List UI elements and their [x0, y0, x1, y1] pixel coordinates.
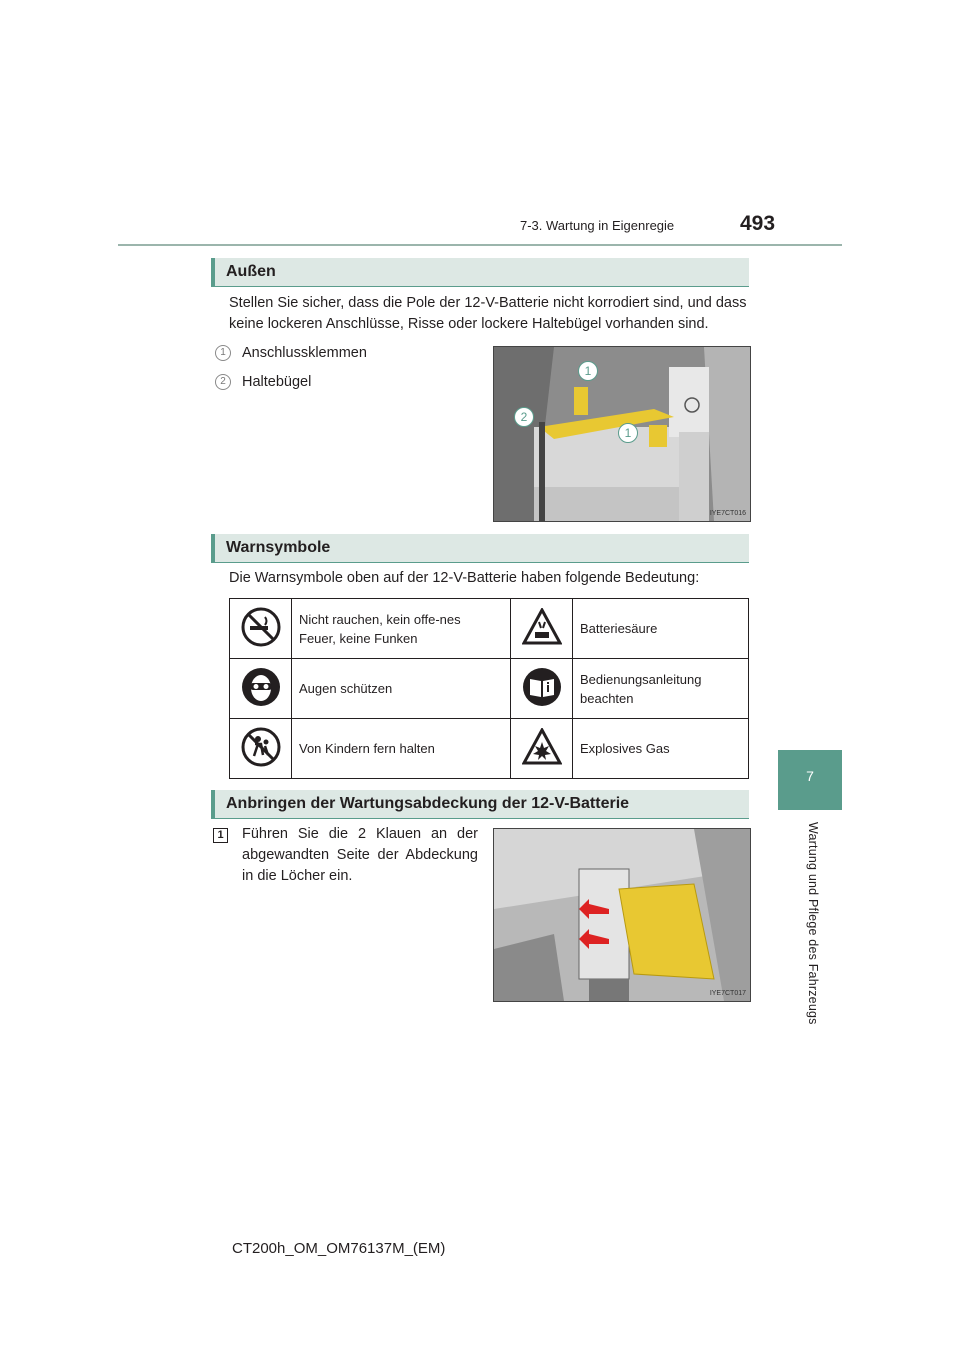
warning-text: Von Kindern fern halten — [292, 719, 511, 779]
table-row — [230, 659, 749, 719]
manual-icon — [511, 659, 573, 719]
section-rule — [211, 286, 749, 287]
section-title: Anbringen der Wartungsabdeckung der 12-V-Batterie — [226, 795, 630, 812]
section-header-aussen — [211, 258, 749, 286]
item-label-haltebuegel: Haltebügel — [242, 374, 312, 390]
image-code: IYE7CT016 — [709, 510, 746, 517]
warnsymbole-paragraph: Die Warnsymbole oben auf der 12-V-Batterie haben folgende Bedeutung: — [229, 570, 700, 586]
callout-terminal: 1 — [578, 361, 598, 381]
document-code: CT200h_OM_OM76137M_(EM) — [232, 1240, 446, 1257]
chapter-title: Wartung und Pflege des Fahrzeugs — [806, 822, 820, 1025]
section-title: Außen — [226, 263, 276, 280]
table-row — [230, 719, 749, 779]
chapter-number: 7 — [806, 768, 814, 784]
image-code: IYE7CT017 — [709, 990, 746, 997]
warning-text: Augen schützen — [292, 659, 511, 719]
step-text: Führen Sie die 2 Klauen an der abgewandten Seite der Abdeckung in die Löcher ein. — [242, 826, 478, 884]
section-header-abdeckung — [211, 790, 749, 818]
section-rule — [211, 818, 749, 819]
no-smoking-icon — [230, 599, 292, 659]
aussen-paragraph: Stellen Sie sicher, dass die Pole der 12-V-Batterie nicht korrodiert sind, und dass keine lockeren Anschlüsse, Risse oder lockere Haltebügel vorhanden sind. — [229, 295, 747, 332]
explosive-gas-icon — [511, 719, 573, 779]
warning-text: Batteriesäure — [573, 599, 749, 659]
warning-text: Explosives Gas — [573, 719, 749, 779]
warning-symbol-table — [229, 598, 749, 779]
battery-photo — [493, 346, 751, 522]
item-number: 2 — [215, 374, 231, 390]
eye-protection-icon — [230, 659, 292, 719]
table-row — [230, 599, 749, 659]
battery-acid-icon — [511, 599, 573, 659]
warning-text: Nicht rauchen, kein offe-nes Feuer, keine Funken — [292, 599, 511, 659]
section-rule — [211, 562, 749, 563]
step-number: 1 — [213, 828, 228, 843]
cover-photo — [493, 828, 751, 1002]
item-label-anschlussklemmen: Anschlussklemmen — [242, 345, 367, 361]
section-title: Warnsymbole — [226, 539, 331, 556]
keep-children-away-icon — [230, 719, 292, 779]
header-section-title: 7-3. Wartung in Eigenregie — [520, 218, 675, 233]
header-rule — [118, 244, 842, 246]
page-number: 493 — [740, 212, 776, 235]
section-header-warnsymbole — [211, 534, 749, 562]
item-number: 1 — [215, 345, 231, 361]
callout-terminal: 1 — [618, 423, 638, 443]
callout-bracket: 2 — [514, 407, 534, 427]
warning-text: Bedienungsanleitung beachten — [573, 659, 749, 719]
